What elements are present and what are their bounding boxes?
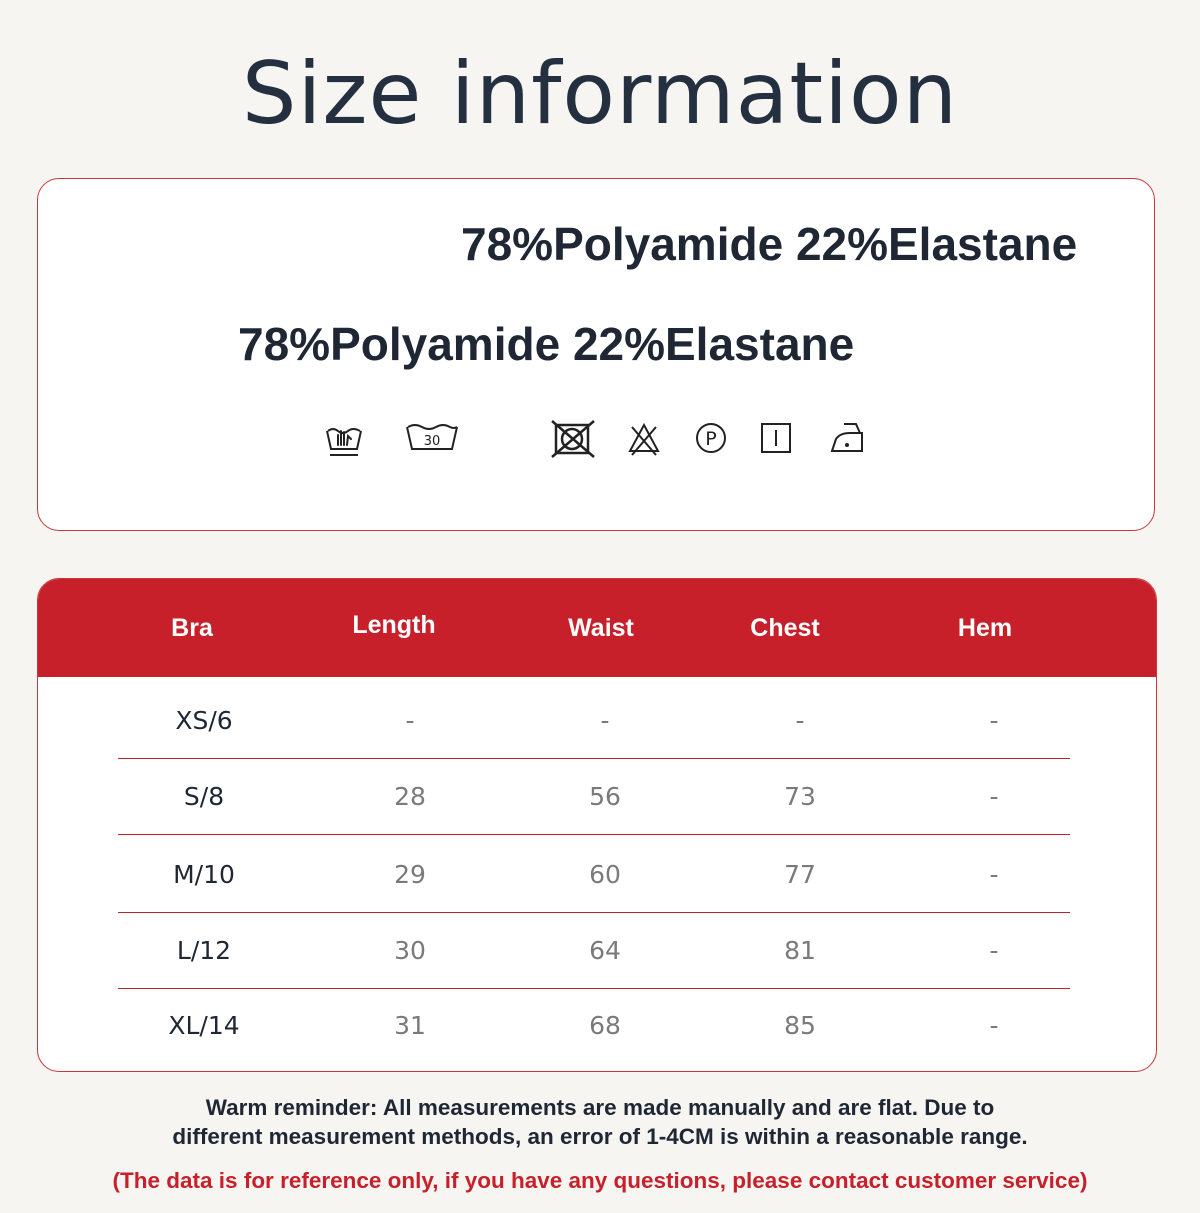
chest-value: 77 bbox=[784, 860, 816, 889]
waist-value: - bbox=[600, 706, 610, 735]
material-card bbox=[37, 178, 1155, 531]
warm-reminder-line-1: Warm reminder: All measurements are made manually and are flat. Due to bbox=[205, 1095, 995, 1120]
chest-value: 85 bbox=[784, 1011, 816, 1040]
waist-value: 56 bbox=[589, 782, 621, 811]
table-row bbox=[118, 988, 1070, 1064]
hem-value: - bbox=[989, 1011, 999, 1040]
waist-value: 68 bbox=[589, 1011, 621, 1040]
column-header-chest: Chest bbox=[750, 614, 820, 642]
hem-value: - bbox=[989, 706, 999, 735]
dry-clean-p-icon bbox=[694, 417, 728, 461]
length-value: 30 bbox=[394, 936, 426, 965]
size-label: M/10 bbox=[173, 860, 235, 889]
warm-reminder-line-2: different measurement methods, an error of 1-4CM is within a reasonable range. bbox=[172, 1124, 1028, 1149]
wash-temperature-label: 30 bbox=[423, 434, 441, 449]
material-composition-secondary: 78%Polyamide 22%Elastane bbox=[238, 318, 855, 370]
hand-wash-icon bbox=[324, 417, 364, 461]
size-label: S/8 bbox=[183, 782, 225, 811]
column-header-bra: Bra bbox=[171, 614, 213, 642]
waist-value: 64 bbox=[589, 936, 621, 965]
column-header-waist: Waist bbox=[568, 614, 634, 642]
column-header-length: Length bbox=[352, 611, 436, 639]
warm-reminder bbox=[0, 1093, 1200, 1151]
table-row bbox=[118, 759, 1070, 835]
size-label: L/12 bbox=[176, 936, 232, 965]
wash-30-icon bbox=[404, 417, 460, 461]
hem-value: - bbox=[989, 936, 999, 965]
line-dry-icon bbox=[760, 417, 792, 461]
hem-value: - bbox=[989, 782, 999, 811]
reference-note: (The data is for reference only, if you have any questions, please contact customer service) bbox=[112, 1168, 1088, 1193]
table-row bbox=[118, 913, 1070, 989]
waist-value: 60 bbox=[589, 860, 621, 889]
iron-low-icon bbox=[830, 417, 866, 461]
hem-value: - bbox=[989, 860, 999, 889]
length-value: 31 bbox=[394, 1011, 426, 1040]
dry-clean-label: P bbox=[705, 428, 717, 450]
size-table-header bbox=[38, 579, 1156, 677]
size-table bbox=[37, 578, 1157, 1072]
table-row bbox=[118, 683, 1070, 759]
length-value: - bbox=[405, 706, 415, 735]
material-composition-primary: 78%Polyamide 22%Elastane bbox=[461, 218, 1078, 270]
page-title: Size information bbox=[241, 44, 959, 144]
length-value: 28 bbox=[394, 782, 426, 811]
do-not-bleach-icon bbox=[628, 417, 660, 461]
do-not-tumble-dry-icon bbox=[550, 417, 596, 461]
size-label: XL/14 bbox=[168, 1011, 240, 1040]
table-row bbox=[118, 837, 1070, 913]
length-value: 29 bbox=[394, 860, 426, 889]
size-label: XS/6 bbox=[175, 706, 233, 735]
chest-value: - bbox=[795, 706, 805, 735]
column-header-hem: Hem bbox=[957, 614, 1013, 642]
chest-value: 73 bbox=[784, 782, 816, 811]
chest-value: 81 bbox=[784, 936, 816, 965]
